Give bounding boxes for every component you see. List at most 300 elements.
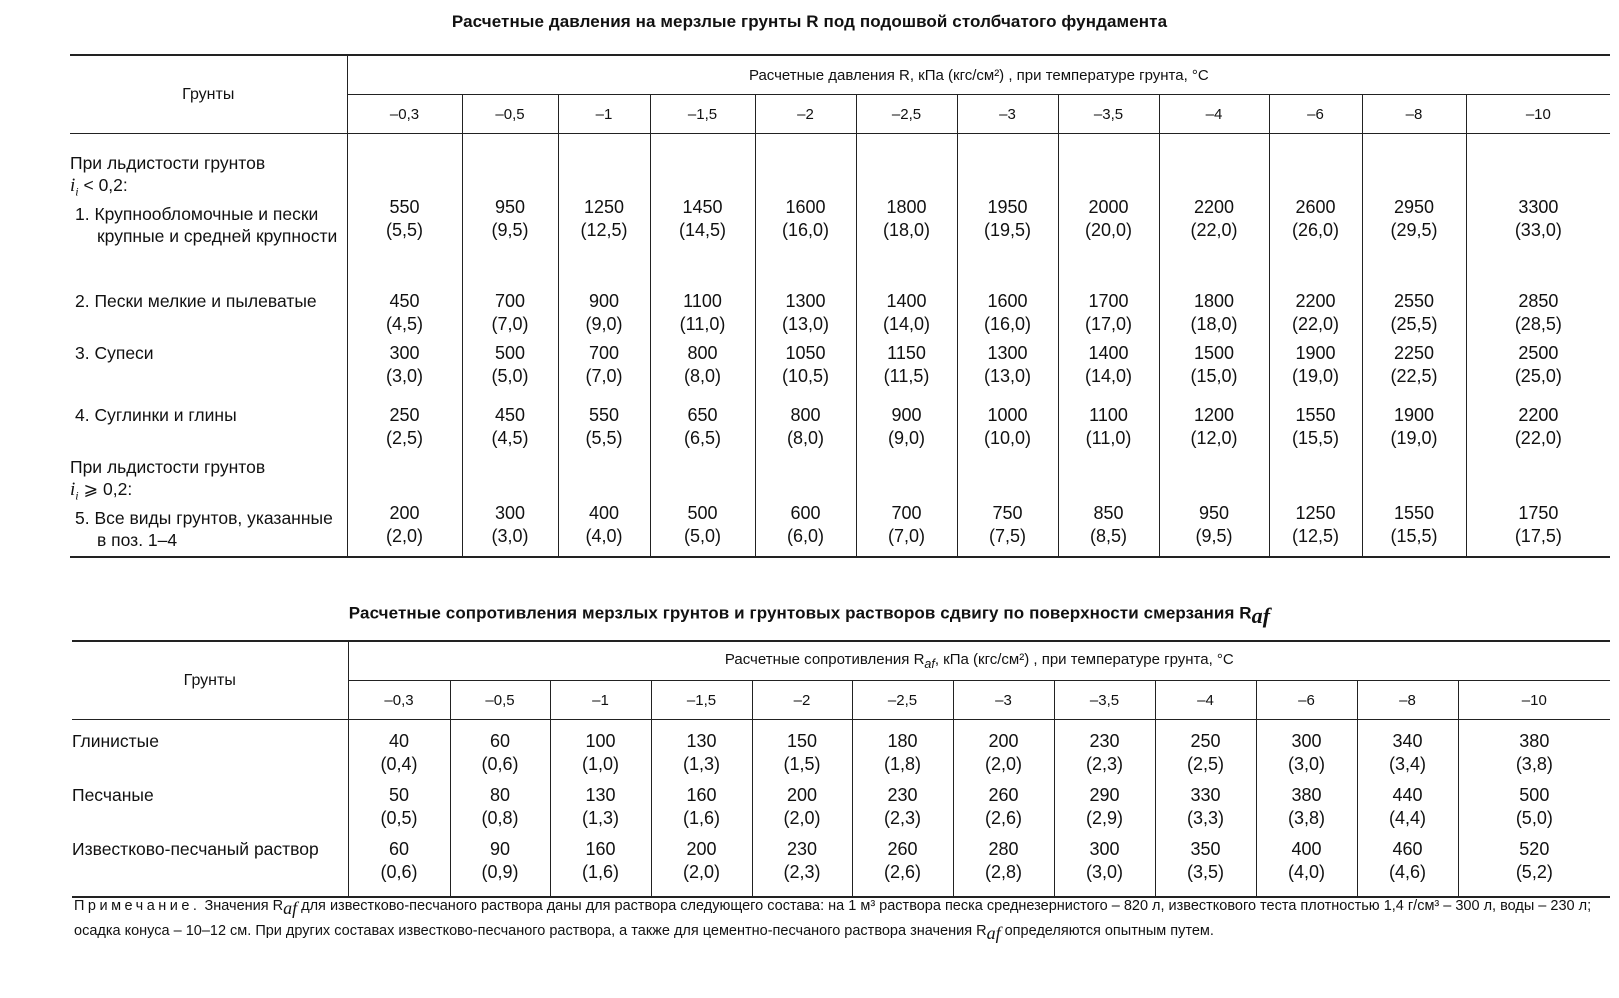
footnote-label: Примечание. <box>74 898 201 914</box>
value-cell <box>1357 838 1458 897</box>
kgf-value: (1,3) <box>581 808 619 828</box>
kpa-value: 1250 <box>1295 503 1336 523</box>
kpa-value: 300 <box>1291 731 1322 751</box>
kpa-value: 150 <box>786 731 818 751</box>
kgf-value: (18,0) <box>882 220 931 240</box>
value-cell <box>1269 396 1362 450</box>
kgf-value: (4,0) <box>585 526 623 546</box>
kgf-value: (2,0) <box>385 526 423 546</box>
value-cell <box>347 134 462 291</box>
pressure-subtitle: Расчетные давления R, кПа (кгс/см²) , при температуре грунта, °С <box>347 55 1610 95</box>
kpa-value: 1950 <box>987 197 1028 217</box>
kpa-value: 1550 <box>1295 405 1336 425</box>
row-name: 2. Пески мелкие и пылеватые <box>75 291 317 311</box>
value-cell <box>1054 838 1155 897</box>
value-cell <box>558 342 650 396</box>
kgf-value: (15,5) <box>1291 428 1340 448</box>
table2-title-text: Расчетные сопротивления мерзлых грунтов и грунтовых растворов сдвигу по поверхности смерзания R <box>348 603 1252 623</box>
value-cell <box>1159 134 1269 291</box>
kgf-value: (3,0) <box>385 366 423 386</box>
value-cell <box>348 720 450 785</box>
kpa-value: 700 <box>588 343 620 363</box>
temperature-header: –1 <box>558 95 650 134</box>
kgf-value: (22,0) <box>1291 314 1340 334</box>
kgf-value: (9,0) <box>585 314 623 334</box>
kpa-value: 200 <box>686 839 717 859</box>
kgf-value: (17,0) <box>1084 314 1133 334</box>
value-cell <box>856 342 957 396</box>
kgf-value: (16,0) <box>983 314 1032 334</box>
value-cell <box>1362 290 1466 342</box>
kpa-value: 340 <box>1392 731 1423 751</box>
kpa-value: 1400 <box>886 291 927 311</box>
value-cell <box>1269 342 1362 396</box>
row-name: 3. Супеси <box>75 343 154 363</box>
value-cell <box>1458 838 1610 897</box>
kgf-value: (25,5) <box>1390 314 1438 334</box>
kpa-value: 700 <box>891 503 922 523</box>
group-condition: $i_i < 0,2$: <box>70 175 128 199</box>
kgf-value: (0,5) <box>380 808 418 828</box>
kgf-value: (20,0) <box>1084 220 1133 240</box>
kgf-value: (7,0) <box>585 366 623 386</box>
kgf-value: (12,0) <box>1190 428 1238 448</box>
table2-title <box>0 603 1619 629</box>
kgf-value: (1,3) <box>682 754 720 774</box>
table1-title <box>0 12 1619 32</box>
kgf-value: (13,0) <box>781 314 830 334</box>
kgf-value: (3,8) <box>1515 754 1553 774</box>
frozen-soil-pressure-table <box>70 54 1610 558</box>
value-cell <box>856 290 957 342</box>
kgf-value: (15,5) <box>1390 526 1438 546</box>
temperature-header: –10 <box>1466 95 1610 134</box>
kgf-value: (12,5) <box>1291 526 1340 546</box>
row-name: 5. Все виды грунтов, указанные в поз. 1–4 <box>75 507 333 550</box>
kpa-value: 550 <box>588 405 620 425</box>
kpa-value: 380 <box>1291 785 1322 805</box>
value-cell <box>347 396 462 450</box>
value-cell <box>462 290 558 342</box>
value-cell <box>1159 396 1269 450</box>
kpa-value: 350 <box>1190 839 1221 859</box>
kpa-value: 600 <box>790 503 821 523</box>
kpa-value: 1600 <box>987 291 1028 311</box>
kpa-value: 450 <box>389 291 420 311</box>
value-cell <box>1058 450 1159 557</box>
value-cell <box>953 720 1054 785</box>
kgf-value: (3,0) <box>491 526 529 546</box>
table2-title-subscript: af <box>1251 603 1271 628</box>
kpa-value: 520 <box>1519 839 1550 859</box>
value-cell <box>651 784 752 838</box>
value-cell <box>1269 290 1362 342</box>
table-row <box>70 396 1610 450</box>
kgf-value: (2,5) <box>1186 754 1224 774</box>
kpa-value: 230 <box>1089 731 1120 751</box>
kpa-value: 1400 <box>1088 343 1129 363</box>
kgf-value: (9,5) <box>491 220 529 240</box>
kgf-value: (11,5) <box>883 366 930 386</box>
kgf-value: (2,3) <box>883 808 921 828</box>
value-cell <box>752 720 852 785</box>
kgf-value: (19,0) <box>1291 366 1340 386</box>
kpa-value: 230 <box>786 839 818 859</box>
value-cell <box>755 134 856 291</box>
temperature-header: –0,3 <box>348 681 450 720</box>
kgf-value: (2,5) <box>385 428 423 448</box>
value-cell <box>852 720 953 785</box>
kgf-value: (5,2) <box>1515 862 1553 882</box>
kpa-value: 1450 <box>682 197 723 217</box>
kpa-value: 60 <box>489 731 511 751</box>
row-label-cell <box>72 838 348 897</box>
kgf-value: (22,5) <box>1390 366 1438 386</box>
kgf-value: (8,5) <box>1089 526 1127 546</box>
kpa-value: 2950 <box>1393 197 1435 217</box>
value-cell <box>462 134 558 291</box>
kgf-value: (15,0) <box>1190 366 1238 386</box>
kgf-value: (1,6) <box>682 808 720 828</box>
kpa-value: 180 <box>887 731 918 751</box>
temperature-header: –3,5 <box>1058 95 1159 134</box>
temperature-header: –1,5 <box>650 95 755 134</box>
value-cell <box>752 838 852 897</box>
value-cell <box>1362 396 1466 450</box>
kpa-value: 440 <box>1392 785 1423 805</box>
kpa-value: 330 <box>1190 785 1221 805</box>
kgf-value: (14,0) <box>1084 366 1133 386</box>
kpa-value: 900 <box>891 405 922 425</box>
kpa-value: 1250 <box>583 197 625 217</box>
row-label-cell <box>72 784 348 838</box>
value-cell <box>1155 720 1256 785</box>
temperature-header: –4 <box>1155 681 1256 720</box>
value-cell <box>752 784 852 838</box>
value-cell <box>1058 396 1159 450</box>
soil-column-header: Грунты <box>70 55 347 134</box>
value-cell <box>1357 720 1458 785</box>
kpa-value: 160 <box>686 785 717 805</box>
temperature-header: –10 <box>1458 681 1610 720</box>
kgf-value: (26,0) <box>1291 220 1340 240</box>
kpa-value: 1900 <box>1393 405 1435 425</box>
value-cell <box>755 396 856 450</box>
kpa-value: 40 <box>388 731 410 751</box>
kgf-value: (3,3) <box>1186 808 1224 828</box>
value-cell <box>1357 784 1458 838</box>
value-cell <box>1256 838 1357 897</box>
row-name: 1. Крупнообломочные и пески крупные и средней крупности <box>75 203 338 246</box>
kpa-value: 1100 <box>683 291 722 311</box>
kpa-value: 380 <box>1519 731 1550 751</box>
kgf-value: (4,4) <box>1388 808 1426 828</box>
value-cell <box>1159 290 1269 342</box>
table-row <box>72 720 1610 785</box>
kpa-value: 260 <box>887 839 918 859</box>
kgf-value: (33,0) <box>1514 220 1562 240</box>
kpa-value: 500 <box>494 343 526 363</box>
kpa-value: 2200 <box>1193 197 1235 217</box>
kgf-value: (1,5) <box>783 754 821 774</box>
temperature-header: –8 <box>1362 95 1466 134</box>
row-name: 4. Суглинки и глины <box>75 405 237 425</box>
kgf-value: (5,5) <box>385 220 423 240</box>
value-cell <box>1256 720 1357 785</box>
group-condition: $i_i$ ⩾ 0,2: <box>70 479 133 503</box>
temperature-header: –1 <box>550 681 651 720</box>
temperature-header: –2 <box>752 681 852 720</box>
value-cell <box>1362 134 1466 291</box>
kpa-value: 300 <box>1089 839 1120 859</box>
kgf-value: (22,0) <box>1190 220 1238 240</box>
kpa-value: 200 <box>786 785 818 805</box>
value-cell <box>1466 134 1610 291</box>
value-cell <box>957 396 1058 450</box>
kpa-value: 1900 <box>1295 343 1336 363</box>
value-cell <box>1458 784 1610 838</box>
kgf-value: (25,0) <box>1514 366 1562 386</box>
kpa-value: 450 <box>494 405 526 425</box>
table-row <box>72 838 1610 897</box>
kpa-value: 2550 <box>1393 291 1435 311</box>
value-cell <box>650 290 755 342</box>
kpa-value: 60 <box>388 839 410 859</box>
kgf-value: (4,5) <box>491 428 529 448</box>
kpa-value: 160 <box>585 839 616 859</box>
value-cell <box>650 134 755 291</box>
value-cell <box>558 396 650 450</box>
kgf-value: (3,8) <box>1287 808 1325 828</box>
kpa-value: 300 <box>494 503 526 523</box>
value-cell <box>650 450 755 557</box>
row-name: Известково-песчаный раствор <box>72 839 319 859</box>
value-cell <box>1269 450 1362 557</box>
value-cell <box>755 290 856 342</box>
kpa-value: 2850 <box>1518 291 1559 311</box>
value-cell <box>1466 450 1610 557</box>
value-cell <box>651 838 752 897</box>
kgf-value: (0,6) <box>481 754 519 774</box>
row-label-cell <box>70 342 347 396</box>
kgf-value: (6,0) <box>786 526 824 546</box>
kgf-value: (13,0) <box>983 366 1032 386</box>
kgf-value: (0,9) <box>481 862 519 882</box>
kgf-value: (2,8) <box>984 862 1022 882</box>
kgf-value: (0,6) <box>380 862 418 882</box>
kpa-value: 1750 <box>1518 503 1559 523</box>
kpa-value: 750 <box>992 503 1023 523</box>
kgf-value: (16,0) <box>781 220 830 240</box>
kgf-value: (22,0) <box>1514 428 1562 448</box>
value-cell <box>348 784 450 838</box>
group-label: При льдистости грунтов <box>70 457 266 477</box>
value-cell <box>462 396 558 450</box>
kpa-value: 460 <box>1392 839 1423 859</box>
value-cell <box>755 450 856 557</box>
kgf-value: (9,0) <box>887 428 925 448</box>
kgf-value: (11,0) <box>1085 428 1132 448</box>
kpa-value: 400 <box>1291 839 1322 859</box>
kgf-value: (2,0) <box>984 754 1022 774</box>
kgf-value: (2,6) <box>984 808 1022 828</box>
kgf-value: (1,6) <box>581 862 619 882</box>
value-cell <box>957 134 1058 291</box>
soil-column-header: Грунты <box>72 641 348 720</box>
value-cell <box>1159 450 1269 557</box>
kpa-value: 800 <box>790 405 821 425</box>
value-cell <box>1058 134 1159 291</box>
kpa-value: 1550 <box>1393 503 1435 523</box>
value-cell <box>1159 342 1269 396</box>
kgf-value: (18,0) <box>1190 314 1238 334</box>
kgf-value: (12,5) <box>580 220 628 240</box>
kpa-value: 2200 <box>1295 291 1336 311</box>
value-cell <box>1155 838 1256 897</box>
value-cell <box>650 396 755 450</box>
temperature-header: –2,5 <box>852 681 953 720</box>
kgf-value: (28,5) <box>1514 314 1562 334</box>
value-cell <box>1054 784 1155 838</box>
value-cell <box>347 450 462 557</box>
table-row <box>70 134 1610 291</box>
kpa-value: 250 <box>389 405 420 425</box>
value-cell <box>558 290 650 342</box>
kgf-value: (5,0) <box>1515 808 1553 828</box>
kpa-value: 290 <box>1089 785 1120 805</box>
kpa-value: 100 <box>585 731 616 751</box>
kpa-value: 80 <box>489 785 511 805</box>
value-cell <box>348 838 450 897</box>
row-name: Глинистые <box>72 731 159 751</box>
resistance-subtitle: Расчетные сопротивления $R_{af}$, кПа (кгс/см²) , при температуре грунта, °С <box>348 641 1610 681</box>
kgf-value: (1,0) <box>581 754 619 774</box>
kpa-value: 1000 <box>987 405 1028 425</box>
kpa-value: 500 <box>687 503 718 523</box>
kpa-value: 1800 <box>886 197 927 217</box>
row-label-cell <box>70 450 347 557</box>
adfreeze-resistance-table <box>72 640 1610 898</box>
kgf-value: (10,5) <box>781 366 830 386</box>
kpa-value: 650 <box>687 405 718 425</box>
temperature-header: –0,5 <box>462 95 558 134</box>
kgf-value: (7,0) <box>491 314 529 334</box>
kgf-value: (1,8) <box>883 754 921 774</box>
kgf-value: (3,0) <box>1085 862 1123 882</box>
table-row <box>70 450 1610 557</box>
temperature-header: –6 <box>1256 681 1357 720</box>
value-cell <box>347 290 462 342</box>
value-cell <box>1466 342 1610 396</box>
value-cell <box>462 342 558 396</box>
kpa-value: 950 <box>494 197 526 217</box>
kgf-value: (3,4) <box>1388 754 1426 774</box>
kgf-value: (3,5) <box>1186 862 1224 882</box>
kpa-value: 90 <box>489 839 511 859</box>
value-cell <box>856 396 957 450</box>
value-cell <box>755 342 856 396</box>
kpa-value: 2250 <box>1393 343 1435 363</box>
kpa-value: 800 <box>687 343 718 363</box>
value-cell <box>1362 450 1466 557</box>
group-label: При льдистости грунтов <box>70 153 266 173</box>
row-label-cell <box>72 720 348 785</box>
kpa-value: 2200 <box>1518 405 1559 425</box>
kgf-value: (4,6) <box>1388 862 1426 882</box>
kgf-value: (0,4) <box>380 754 418 774</box>
kgf-value: (0,8) <box>481 808 519 828</box>
row-label-cell <box>70 134 347 291</box>
value-cell <box>1269 134 1362 291</box>
kgf-value: (10,0) <box>983 428 1032 448</box>
value-cell <box>462 450 558 557</box>
kpa-value: 280 <box>988 839 1019 859</box>
value-cell <box>1362 342 1466 396</box>
kpa-value: 400 <box>588 503 620 523</box>
kpa-value: 1600 <box>785 197 826 217</box>
kpa-value: 130 <box>686 731 717 751</box>
value-cell <box>347 342 462 396</box>
kpa-value: 260 <box>988 785 1019 805</box>
table-row <box>70 290 1610 342</box>
kpa-value: 2500 <box>1518 343 1559 363</box>
kpa-value: 200 <box>988 731 1019 751</box>
temperature-header: –3 <box>953 681 1054 720</box>
kgf-value: (2,3) <box>1085 754 1123 774</box>
kpa-value: 3300 <box>1518 197 1559 217</box>
value-cell <box>1054 720 1155 785</box>
kgf-value: (2,3) <box>783 862 821 882</box>
kpa-value: 1700 <box>1088 291 1129 311</box>
value-cell <box>650 342 755 396</box>
value-cell <box>1466 396 1610 450</box>
temperature-header: –6 <box>1269 95 1362 134</box>
row-name: Песчаные <box>72 785 154 805</box>
row-label-cell <box>70 290 347 342</box>
kpa-value: 1100 <box>1089 405 1128 425</box>
value-cell <box>1458 720 1610 785</box>
kpa-value: 900 <box>588 291 620 311</box>
temperature-header: –3 <box>957 95 1058 134</box>
value-cell <box>450 784 550 838</box>
value-cell <box>1256 784 1357 838</box>
kpa-value: 850 <box>1093 503 1124 523</box>
kgf-value: (19,5) <box>983 220 1032 240</box>
kpa-value: 1200 <box>1193 405 1235 425</box>
kgf-value: (29,5) <box>1390 220 1438 240</box>
temperature-header: –1,5 <box>651 681 752 720</box>
kgf-value: (11,0) <box>679 314 726 334</box>
kgf-value: (2,0) <box>783 808 821 828</box>
temperature-header: –2,5 <box>856 95 957 134</box>
kgf-value: (19,0) <box>1390 428 1438 448</box>
kgf-value: (14,5) <box>678 220 727 240</box>
value-cell <box>450 720 550 785</box>
value-cell <box>856 450 957 557</box>
temperature-header: –2 <box>755 95 856 134</box>
kpa-value: 700 <box>494 291 526 311</box>
temperature-header: –0,3 <box>347 95 462 134</box>
kgf-value: (5,0) <box>491 366 529 386</box>
kpa-value: 1500 <box>1193 343 1235 363</box>
table1-title-text: Расчетные давления на мерзлые грунты R под подошвой столбчатого фундамента <box>451 12 1168 31</box>
kpa-value: 2000 <box>1088 197 1129 217</box>
value-cell <box>450 838 550 897</box>
value-cell <box>558 450 650 557</box>
kgf-value: (6,5) <box>683 428 721 448</box>
kgf-value: (5,5) <box>585 428 623 448</box>
kpa-value: 1300 <box>785 291 826 311</box>
